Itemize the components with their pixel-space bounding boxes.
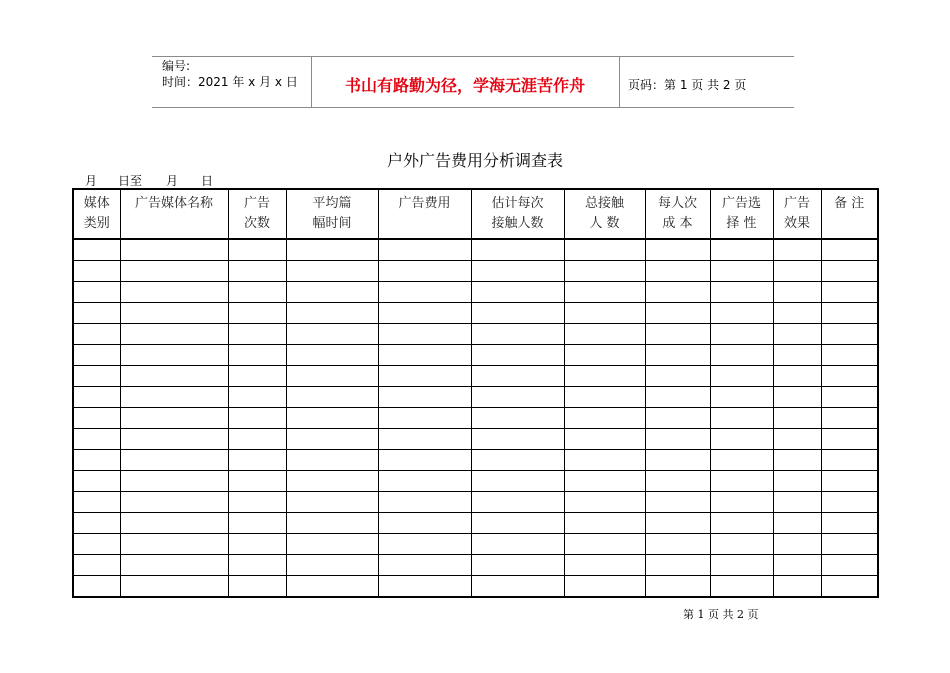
table-cell[interactable] [378, 450, 471, 471]
table-row [73, 303, 878, 324]
table-cell[interactable] [645, 555, 710, 576]
table-cell[interactable] [73, 534, 120, 555]
table-cell[interactable] [286, 429, 378, 450]
table-cell[interactable] [821, 534, 878, 555]
table-cell[interactable] [773, 492, 821, 513]
table-cell[interactable] [645, 534, 710, 555]
table-cell[interactable] [645, 576, 710, 598]
table-cell[interactable] [773, 513, 821, 534]
table-cell[interactable] [773, 408, 821, 429]
table-row [73, 534, 878, 555]
table-cell[interactable] [773, 366, 821, 387]
table-row [73, 408, 878, 429]
table-cell[interactable] [710, 576, 773, 598]
table-cell[interactable] [471, 239, 564, 261]
table-cell[interactable] [645, 239, 710, 261]
table-cell[interactable] [564, 492, 645, 513]
table-cell[interactable] [73, 429, 120, 450]
table-cell[interactable] [821, 555, 878, 576]
table-cell[interactable] [378, 513, 471, 534]
table-cell[interactable] [73, 387, 120, 408]
header-meta [162, 58, 298, 90]
table-cell[interactable] [773, 261, 821, 282]
table-cell[interactable] [710, 261, 773, 282]
table-cell[interactable] [821, 261, 878, 282]
table-cell[interactable] [471, 513, 564, 534]
table-cell[interactable] [228, 387, 286, 408]
table-cell[interactable] [228, 513, 286, 534]
table-cell[interactable] [286, 555, 378, 576]
table-cell[interactable] [471, 471, 564, 492]
table-cell[interactable] [710, 366, 773, 387]
table-cell[interactable] [710, 471, 773, 492]
table-row [73, 555, 878, 576]
table-cell[interactable] [228, 261, 286, 282]
table-cell[interactable] [73, 239, 120, 261]
table-cell[interactable] [471, 450, 564, 471]
table-cell[interactable] [286, 324, 378, 345]
table-row [73, 450, 878, 471]
table-cell[interactable] [773, 282, 821, 303]
table-cell[interactable] [564, 345, 645, 366]
header-page-info: 页码：第 1 页 共 2 页 [628, 78, 747, 92]
table-row [73, 576, 878, 598]
table-cell[interactable] [73, 513, 120, 534]
page-footer: 第 1 页 共 2 页 [683, 608, 759, 621]
table-cell[interactable] [773, 303, 821, 324]
table-cell[interactable] [564, 450, 645, 471]
table-cell[interactable] [773, 555, 821, 576]
table-cell[interactable] [645, 324, 710, 345]
table-cell[interactable] [378, 387, 471, 408]
table-cell[interactable] [73, 576, 120, 598]
table-cell[interactable] [378, 534, 471, 555]
date-range-part: 日至 [118, 174, 143, 188]
header-motto: 书山有路勤为径，学海无涯苦作舟 [344, 76, 585, 95]
column-header: 每人次 成 本 [645, 189, 710, 239]
table-row [73, 261, 878, 282]
column-header: 广告媒体名称 [120, 189, 228, 239]
date-range [85, 172, 213, 189]
column-header: 广告费用 [378, 189, 471, 239]
table-cell[interactable] [710, 282, 773, 303]
table-cell[interactable] [228, 239, 286, 261]
table-header-row [73, 189, 878, 239]
code-label: 编号: [162, 59, 191, 73]
table-cell[interactable] [73, 492, 120, 513]
table-cell[interactable] [286, 408, 378, 429]
table-cell[interactable] [564, 534, 645, 555]
table-cell[interactable] [773, 324, 821, 345]
table-cell[interactable] [710, 408, 773, 429]
table-cell[interactable] [564, 324, 645, 345]
table-cell[interactable] [645, 450, 710, 471]
document-title: 户外广告费用分析调查表 [386, 151, 563, 170]
table-cell[interactable] [471, 366, 564, 387]
table-cell[interactable] [471, 576, 564, 598]
table-cell[interactable] [821, 429, 878, 450]
table-row [73, 471, 878, 492]
table-cell[interactable] [564, 513, 645, 534]
table-cell[interactable] [228, 303, 286, 324]
table-cell[interactable] [773, 345, 821, 366]
table-cell[interactable] [120, 450, 228, 471]
table-row [73, 282, 878, 303]
table-cell[interactable] [228, 492, 286, 513]
table-cell[interactable] [821, 324, 878, 345]
table-cell[interactable] [773, 387, 821, 408]
table-cell[interactable] [378, 239, 471, 261]
table-cell[interactable] [286, 450, 378, 471]
table-cell[interactable] [564, 282, 645, 303]
table-cell[interactable] [286, 282, 378, 303]
table-cell[interactable] [378, 324, 471, 345]
table-cell[interactable] [286, 366, 378, 387]
table-cell[interactable] [821, 492, 878, 513]
table-cell[interactable] [821, 387, 878, 408]
table-cell[interactable] [228, 324, 286, 345]
table-cell[interactable] [710, 450, 773, 471]
table-cell[interactable] [378, 366, 471, 387]
table-cell[interactable] [710, 534, 773, 555]
table-cell[interactable] [120, 261, 228, 282]
table-cell[interactable] [286, 303, 378, 324]
table-cell[interactable] [710, 492, 773, 513]
table-cell[interactable] [471, 282, 564, 303]
table-cell[interactable] [564, 555, 645, 576]
table-cell[interactable] [228, 555, 286, 576]
table-cell[interactable] [228, 534, 286, 555]
table-cell[interactable] [645, 366, 710, 387]
header-bottom-rule [152, 107, 794, 108]
table-cell[interactable] [378, 471, 471, 492]
table-cell[interactable] [120, 324, 228, 345]
table-cell[interactable] [286, 492, 378, 513]
table-cell[interactable] [286, 261, 378, 282]
table-cell[interactable] [120, 345, 228, 366]
table-cell[interactable] [228, 366, 286, 387]
table-cell[interactable] [710, 303, 773, 324]
table-cell[interactable] [120, 303, 228, 324]
table-cell[interactable] [821, 239, 878, 261]
table-cell[interactable] [821, 408, 878, 429]
table-cell[interactable] [228, 576, 286, 598]
column-header: 媒体 类别 [73, 189, 120, 239]
table-cell[interactable] [821, 513, 878, 534]
table-cell[interactable] [378, 576, 471, 598]
column-header: 平均篇 幅时间 [286, 189, 378, 239]
table-cell[interactable] [120, 239, 228, 261]
table-cell[interactable] [120, 555, 228, 576]
table-cell[interactable] [710, 324, 773, 345]
table-cell[interactable] [286, 576, 378, 598]
column-header: 广告 次数 [228, 189, 286, 239]
table-cell[interactable] [564, 576, 645, 598]
table-cell[interactable] [73, 303, 120, 324]
table-cell[interactable] [378, 408, 471, 429]
table-cell[interactable] [471, 534, 564, 555]
header-top-rule [152, 56, 794, 57]
table-cell[interactable] [773, 429, 821, 450]
table-cell[interactable] [564, 429, 645, 450]
table-cell[interactable] [286, 471, 378, 492]
table-cell[interactable] [710, 345, 773, 366]
table-cell[interactable] [710, 513, 773, 534]
table-cell[interactable] [378, 492, 471, 513]
table-row [73, 345, 878, 366]
survey-table [72, 188, 879, 598]
table-row [73, 429, 878, 450]
table-cell[interactable] [120, 282, 228, 303]
table-cell[interactable] [645, 282, 710, 303]
table-cell[interactable] [773, 576, 821, 598]
table-cell[interactable] [821, 282, 878, 303]
table-cell[interactable] [228, 408, 286, 429]
table-cell[interactable] [564, 239, 645, 261]
table-cell[interactable] [73, 366, 120, 387]
table-cell[interactable] [645, 492, 710, 513]
table-cell[interactable] [710, 387, 773, 408]
table-cell[interactable] [773, 534, 821, 555]
table-cell[interactable] [73, 261, 120, 282]
table-cell[interactable] [645, 429, 710, 450]
table-cell[interactable] [821, 471, 878, 492]
table-cell[interactable] [120, 492, 228, 513]
table-cell[interactable] [378, 555, 471, 576]
table-cell[interactable] [821, 303, 878, 324]
table-cell[interactable] [120, 387, 228, 408]
date-range-part: 月 [85, 174, 98, 188]
table-cell[interactable] [773, 450, 821, 471]
table-cell[interactable] [564, 471, 645, 492]
table-row [73, 387, 878, 408]
table-cell[interactable] [645, 408, 710, 429]
table-cell[interactable] [471, 408, 564, 429]
table-cell[interactable] [120, 576, 228, 598]
table-cell[interactable] [564, 366, 645, 387]
table-cell[interactable] [471, 345, 564, 366]
table-cell[interactable] [120, 366, 228, 387]
column-header: 广告 效果 [773, 189, 821, 239]
table-cell[interactable] [471, 429, 564, 450]
table-cell[interactable] [471, 555, 564, 576]
table-row [73, 513, 878, 534]
table-cell[interactable] [821, 450, 878, 471]
table-cell[interactable] [773, 239, 821, 261]
table-cell[interactable] [73, 324, 120, 345]
table-cell[interactable] [228, 429, 286, 450]
column-header: 广告选 择 性 [710, 189, 773, 239]
table-cell[interactable] [120, 429, 228, 450]
table-cell[interactable] [471, 303, 564, 324]
table-cell[interactable] [228, 345, 286, 366]
column-header: 备 注 [821, 189, 878, 239]
table-cell[interactable] [73, 345, 120, 366]
table-cell[interactable] [645, 345, 710, 366]
table-cell[interactable] [821, 345, 878, 366]
table-cell[interactable] [645, 303, 710, 324]
table-cell[interactable] [73, 555, 120, 576]
table-cell[interactable] [471, 261, 564, 282]
table-cell[interactable] [120, 513, 228, 534]
table-row [73, 324, 878, 345]
table-cell[interactable] [286, 534, 378, 555]
table-row [73, 239, 878, 261]
column-header: 估计每次 接触人数 [471, 189, 564, 239]
table-cell[interactable] [773, 471, 821, 492]
table-cell[interactable] [286, 513, 378, 534]
table-cell[interactable] [564, 387, 645, 408]
table-cell[interactable] [73, 471, 120, 492]
table-cell[interactable] [120, 471, 228, 492]
table-cell[interactable] [378, 429, 471, 450]
table-cell[interactable] [228, 471, 286, 492]
table-cell[interactable] [378, 303, 471, 324]
table-cell[interactable] [821, 366, 878, 387]
header-divider-right [619, 56, 620, 108]
table-cell[interactable] [120, 408, 228, 429]
table-cell[interactable] [228, 450, 286, 471]
table-cell[interactable] [286, 239, 378, 261]
table-cell[interactable] [645, 387, 710, 408]
table-cell[interactable] [564, 261, 645, 282]
table-cell[interactable] [471, 324, 564, 345]
table-cell[interactable] [645, 261, 710, 282]
table-cell[interactable] [286, 345, 378, 366]
table-row [73, 492, 878, 513]
table-cell[interactable] [471, 387, 564, 408]
table-cell[interactable] [645, 471, 710, 492]
table-cell[interactable] [710, 555, 773, 576]
table-cell[interactable] [286, 387, 378, 408]
table-cell[interactable] [710, 239, 773, 261]
table-cell[interactable] [564, 408, 645, 429]
table-cell[interactable] [228, 282, 286, 303]
table-cell[interactable] [73, 282, 120, 303]
table-cell[interactable] [821, 576, 878, 598]
date-range-part: 日 [201, 174, 214, 188]
table-cell[interactable] [378, 345, 471, 366]
table-cell[interactable] [73, 450, 120, 471]
table-cell[interactable] [471, 492, 564, 513]
table-cell[interactable] [645, 513, 710, 534]
column-header: 总接触 人 数 [564, 189, 645, 239]
table-cell[interactable] [378, 282, 471, 303]
date-label: 时间：2021 年 x 月 x 日 [162, 75, 298, 89]
table-row [73, 366, 878, 387]
date-range-part: 月 [166, 174, 179, 188]
table-cell[interactable] [73, 408, 120, 429]
table-cell[interactable] [710, 429, 773, 450]
table-cell[interactable] [378, 261, 471, 282]
table-cell[interactable] [120, 534, 228, 555]
table-cell[interactable] [564, 303, 645, 324]
